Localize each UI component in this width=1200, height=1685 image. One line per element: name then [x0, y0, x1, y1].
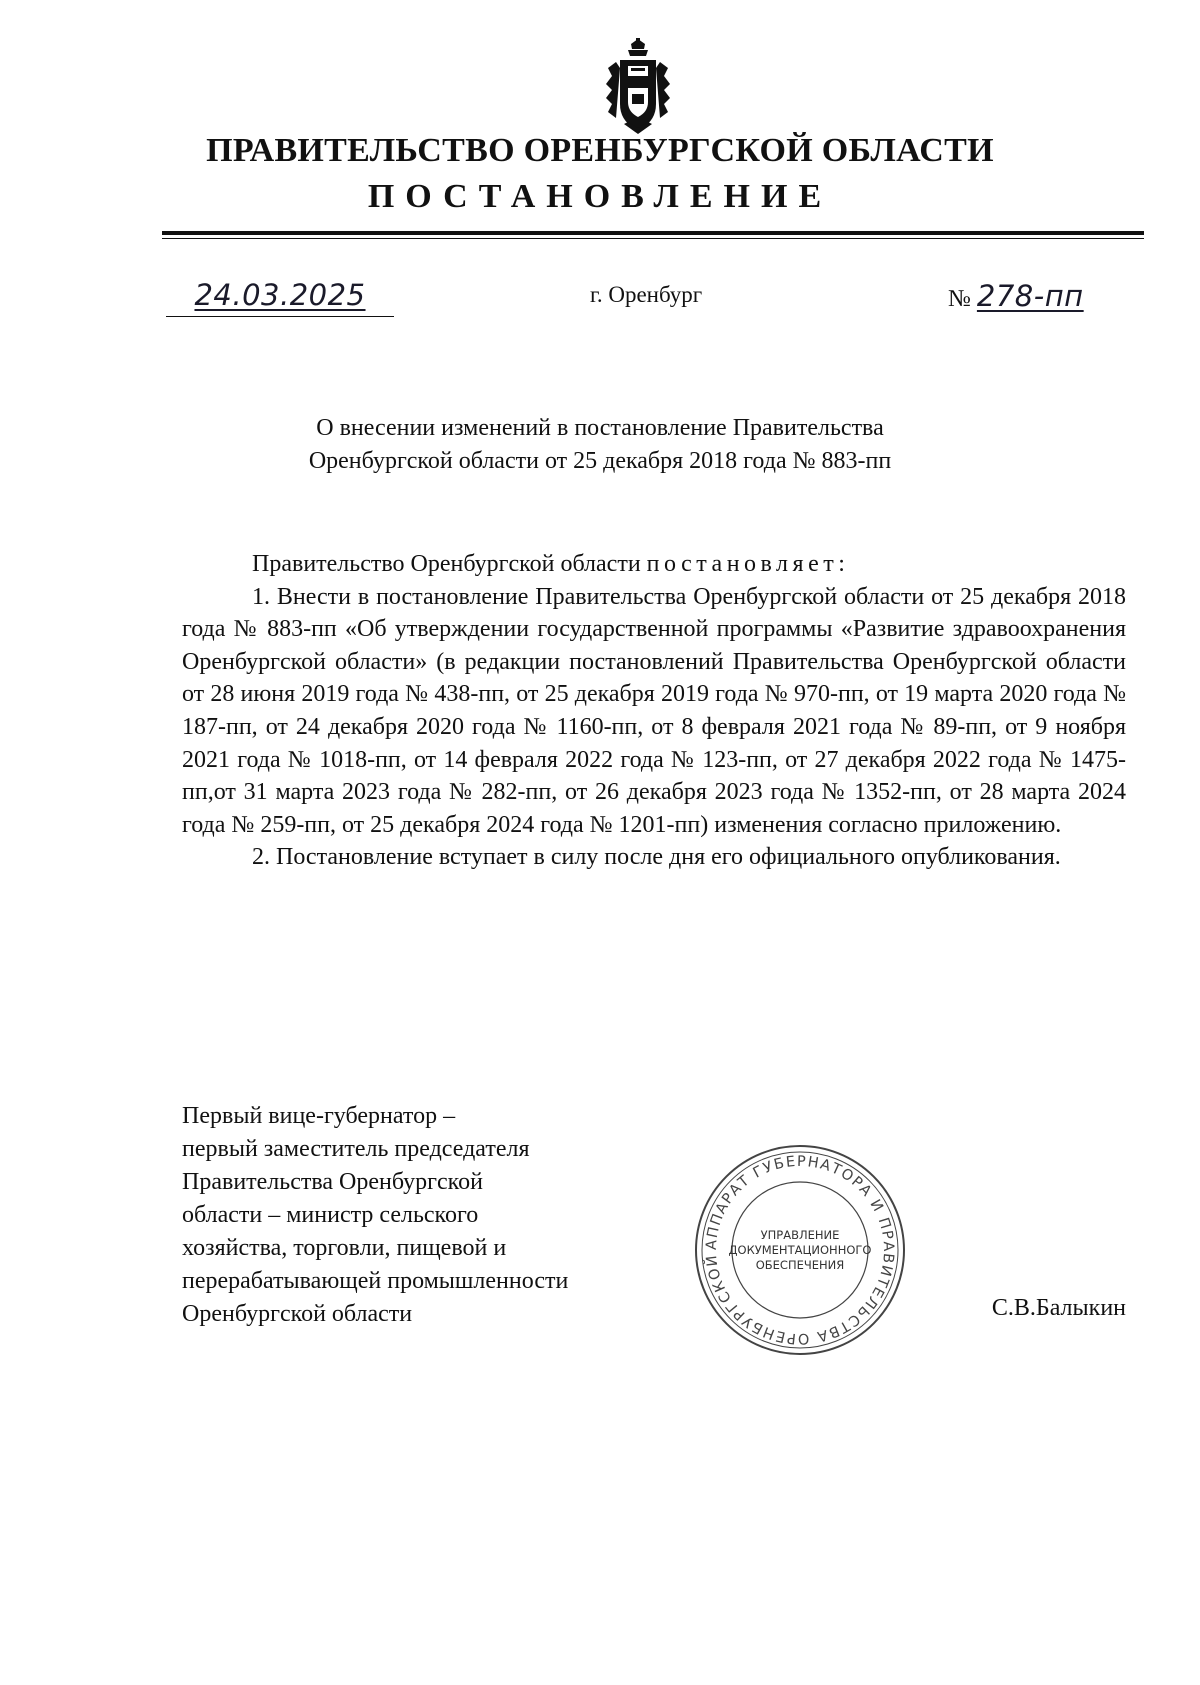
paragraph-2: 2. Постановление вступает в силу после дня его официального опубликования. — [252, 844, 1061, 871]
coat-of-arms-emblem — [598, 38, 678, 138]
organization-title: ПРАВИТЕЛЬСТВО ОРЕНБУРГСКОЙ ОБЛАСТИ — [206, 132, 994, 169]
position-line: Оренбургской области — [182, 1301, 413, 1327]
signatory-position — [182, 1100, 568, 1331]
subject-line: Оренбургской области от 25 декабря 2018 года № 883-пп — [308, 448, 892, 474]
preamble-verb: постановляет: — [646, 551, 850, 577]
position-line: области – министр сельского — [182, 1202, 479, 1228]
subject-line: О внесении изменений в постановление Правительства — [316, 415, 884, 441]
stamp-line: ОБЕСПЕЧЕНИЯ — [755, 1258, 845, 1272]
stamp-line: ДОКУМЕНТАЦИОННОГО — [728, 1243, 872, 1257]
document-type-title: ПОСТАНОВЛЕНИЕ — [367, 178, 833, 215]
position-line: Первый вице-губернатор – — [182, 1103, 456, 1129]
preamble-lead: Правительство Оренбургской области — [252, 551, 641, 577]
position-line: первый заместитель председателя — [182, 1136, 530, 1162]
document-body — [182, 548, 1126, 874]
paragraph-1: 1. Внести в постановление Правительства Оренбургской области от 25 декабря 2018 года № 883-пп «Об утверждении государственной программы «Развитие здравоохранения Оренбургской области» (в редакции постановлений Правительства Оренбургской области от 28 июня 2019 года № 438-пп, от 25 декабря 2019 года № 970-пп, от 19 марта 2020 года № 187-пп, от 24 декабря 2020 года № 1160-пп, от 8 февраля 2021 года № 89-пп, от 9 ноября 2021 года № 1018-пп, от 14 февраля 2022 года № 123-пп, от 27 декабря 2022 года № 1475-пп,от 31 марта 2023 года № 282-пп, от 26 декабря 2023 года № 1352-пп, от 28 марта 2024 года № 259-пп, от 25 декабря 2024 года № 1201-пп) изменения согласно приложению. — [182, 583, 1126, 838]
official-stamp — [690, 1140, 910, 1360]
stamp-line: УПРАВЛЕНИЕ — [760, 1228, 840, 1242]
document-date-field — [166, 278, 394, 317]
stamp-center-text — [690, 1228, 910, 1273]
document-subject — [0, 412, 1200, 478]
position-line: перерабатывающей промышленности — [182, 1268, 569, 1294]
number-sign: № — [948, 286, 971, 312]
position-line: хозяйства, торговли, пищевой и — [182, 1235, 507, 1261]
signer-name: С.В.Балыкин — [991, 1295, 1126, 1321]
position-line: Правительства Оренбургской — [182, 1169, 483, 1195]
handwritten-number: 278-пп — [976, 279, 1084, 313]
document-number-field — [948, 279, 1084, 313]
handwritten-date: 24.03.2025 — [194, 278, 366, 312]
header-divider-thin — [162, 238, 1144, 239]
stamp-ring-text: АППАРАТ ГУБЕРНАТОРА И ПРАВИТЕЛЬСТВА ОРЕНБУРГСКОЙ — [703, 1153, 897, 1347]
preamble — [182, 548, 1126, 581]
header-divider-thick — [162, 231, 1144, 235]
city-label: г. Оренбург — [590, 282, 703, 307]
